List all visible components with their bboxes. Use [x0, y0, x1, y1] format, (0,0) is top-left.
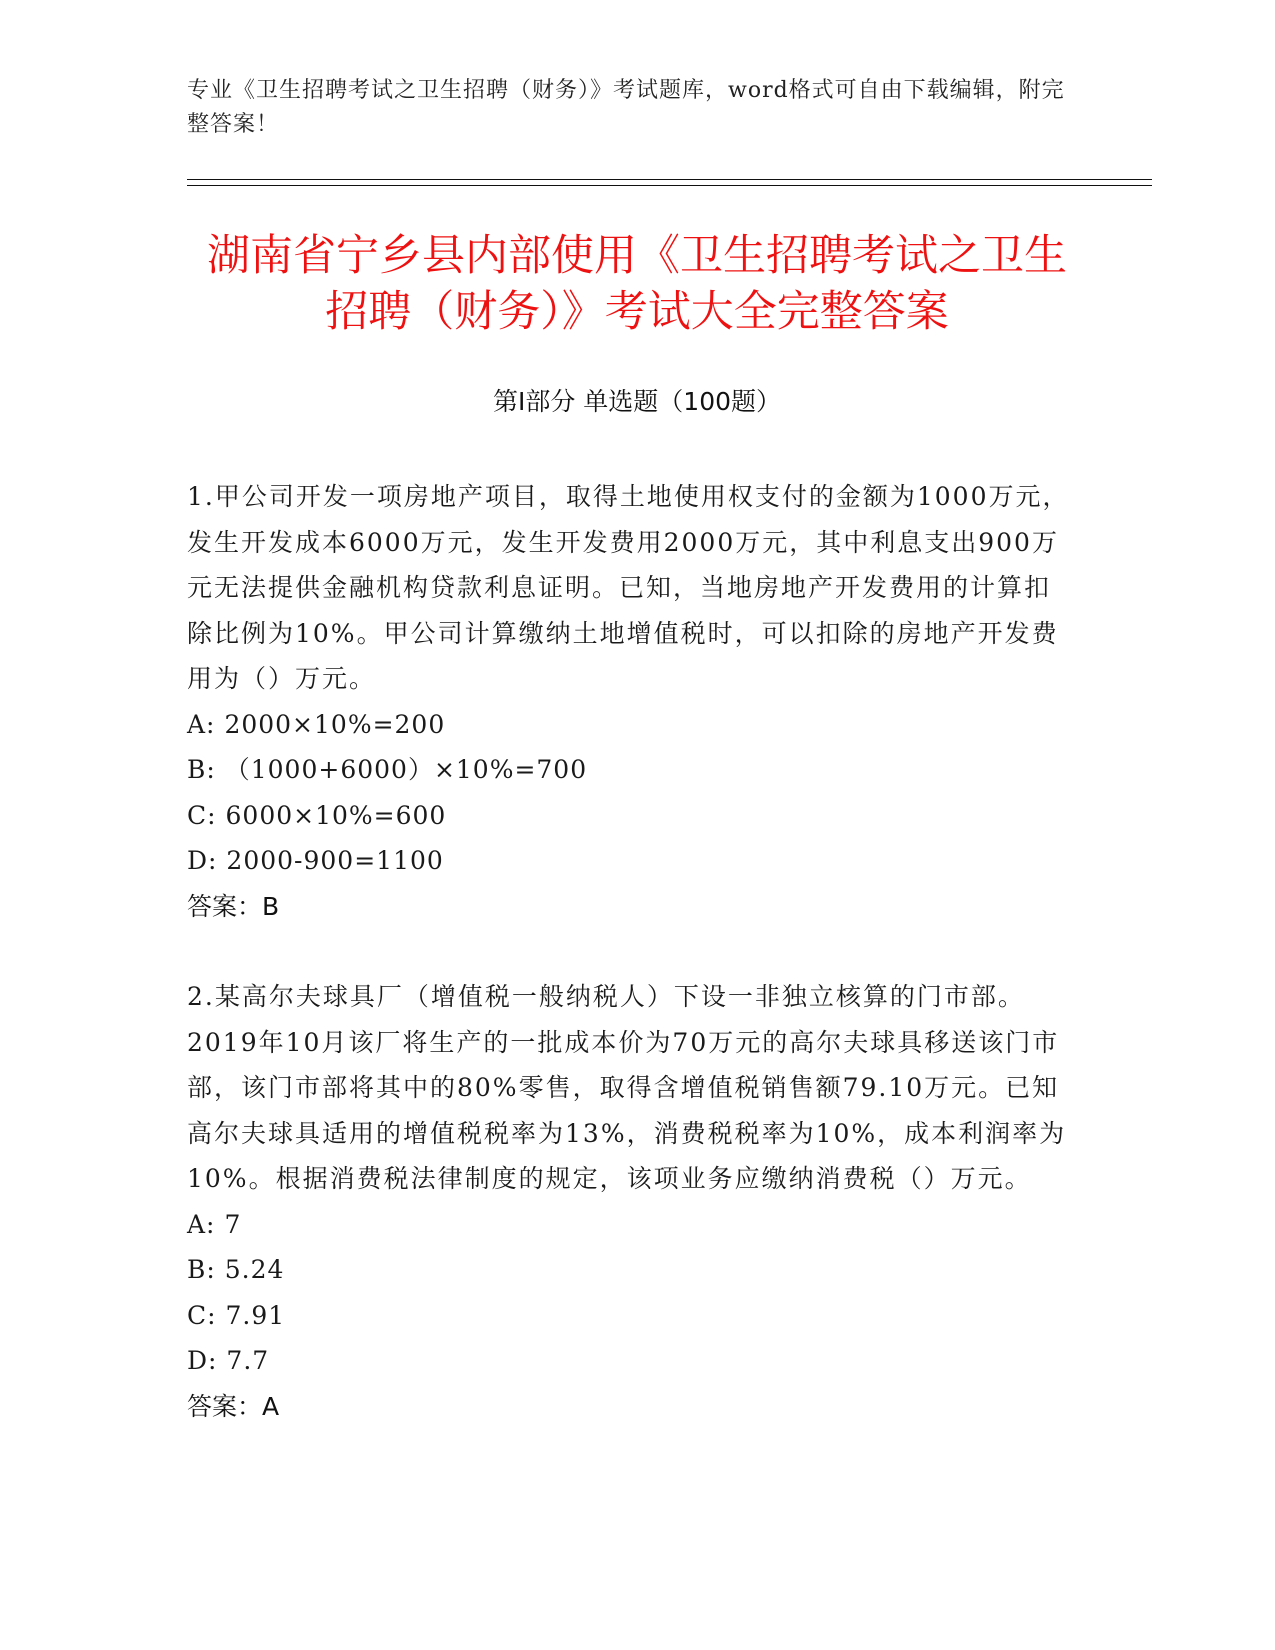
- option-a: [187, 702, 1077, 748]
- option-text: 2000-900=1100: [226, 846, 444, 875]
- question-2: [187, 974, 1077, 1429]
- option-text: （1000+6000）×10%=700: [224, 755, 588, 784]
- option-letter: A:: [187, 709, 216, 739]
- option-letter: C:: [187, 800, 217, 830]
- option-a: [187, 1202, 1077, 1248]
- option-letter: B:: [187, 755, 216, 784]
- option-b: [187, 1247, 1077, 1293]
- option-text: 5.24: [224, 1255, 285, 1284]
- option-text: 2000×10%=200: [224, 709, 446, 739]
- option-c: [187, 1293, 1077, 1339]
- header-note: 专业《卫生招聘考试之卫生招聘（财务）》考试题库，word格式可自由下载编辑，附完整答案！: [187, 78, 1065, 137]
- header-divider-top: [187, 179, 1152, 180]
- document-title: 湖南省宁乡县内部使用《卫生招聘考试之卫生招聘（财务）》考试大全完整答案: [207, 231, 1067, 337]
- option-text: 7: [224, 1209, 242, 1239]
- option-d: [187, 838, 1077, 884]
- option-letter: D:: [187, 1346, 218, 1375]
- header-divider-bottom: [187, 185, 1152, 186]
- option-letter: C:: [187, 1300, 217, 1330]
- option-b: [187, 747, 1077, 793]
- section-title: 第Ⅰ部分 单选题（100题）: [492, 387, 782, 416]
- option-c: [187, 793, 1077, 839]
- question-stem: 2.某高尔夫球具厂（增值税一般纳税人）下设一非独立核算的门市部。2019年10月该厂将生产的一批成本价为70万元的高尔夫球具移送该门市部，该门市部将其中的80%零售，取得含增值税销售额79.10万元。已知高尔夫球具适用的增值税税率为13%，消费税税率为10%，成本利润率为10%。根据消费税法律制度的规定，该项业务应缴纳消费税（）万元。: [187, 982, 1067, 1193]
- option-text: 6000×10%=600: [225, 800, 447, 830]
- option-d: [187, 1338, 1077, 1384]
- option-letter: A:: [187, 1209, 216, 1239]
- option-text: 7.7: [226, 1346, 270, 1375]
- question-stem: 1.甲公司开发一项房地产项目，取得土地使用权支付的金额为1000万元，发生开发成本6000万元，发生开发费用2000万元，其中利息支出900万元无法提供金融机构贷款利息证明。已知，当地房地产开发费用的计算扣除比例为10%。甲公司计算缴纳土地增值税时，可以扣除的房地产开发费用为（）万元。: [187, 482, 1070, 693]
- question-1: [187, 474, 1077, 929]
- option-text: 7.91: [225, 1300, 286, 1330]
- option-letter: D:: [187, 846, 218, 875]
- answer: 答案：B: [187, 891, 280, 921]
- option-letter: B:: [187, 1255, 216, 1284]
- answer: 答案：A: [187, 1391, 280, 1421]
